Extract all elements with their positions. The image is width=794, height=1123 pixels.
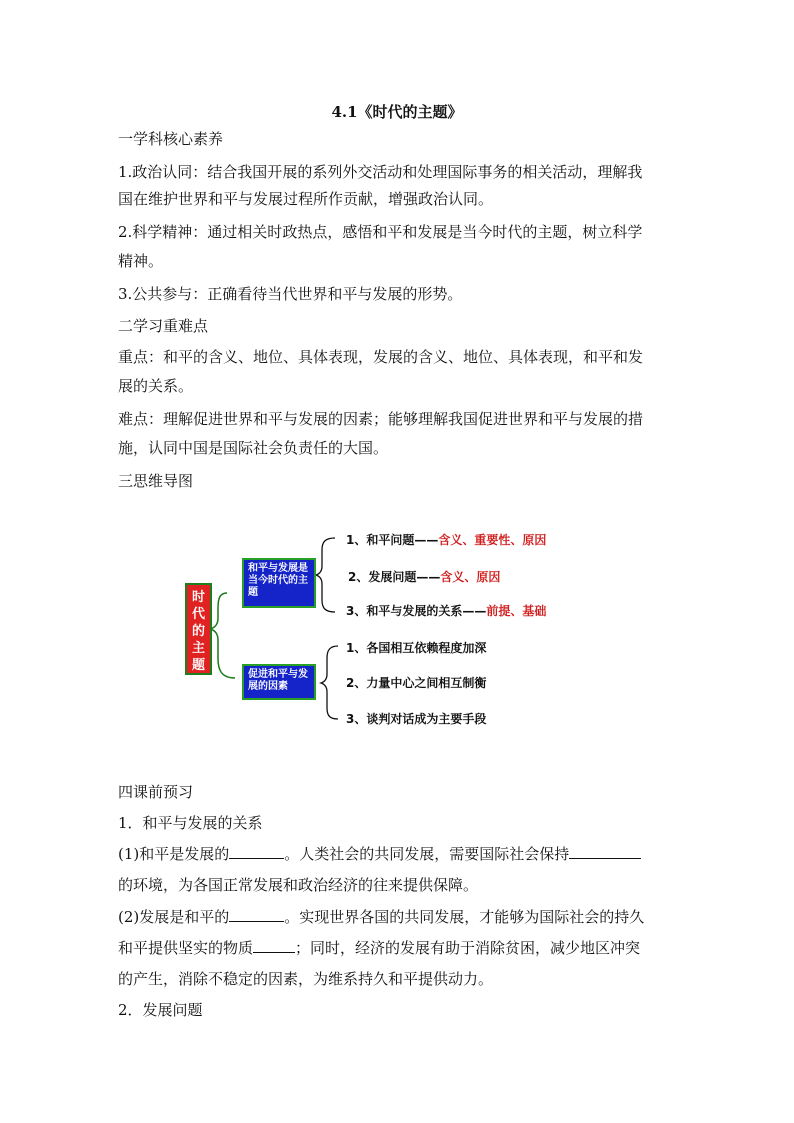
mind-map-leaf	[348, 568, 500, 585]
mind-map-branch-1-label: 和平与发展是当今时代的主题	[248, 563, 308, 598]
mind-map-leaf: 3、谈判对话成为主要手段	[346, 712, 487, 726]
section-heading: 一学科核心素养	[118, 130, 224, 148]
mind-map-leaf: 2、力量中心之间相互制衡	[346, 676, 487, 690]
text-segment: 。实现世界各国的共同发展，才能够为国际社会的持久	[284, 908, 645, 926]
mind-map-branch-1	[242, 558, 316, 608]
mind-map-root	[185, 583, 212, 675]
mind-map-leaf	[346, 602, 546, 619]
paragraph-line: 2.科学精神：通过相关时政热点，感悟和平和发展是当今时代的主题，树立科学	[118, 223, 643, 241]
paragraph-line: 1．和平与发展的关系	[118, 814, 263, 832]
leaf-text: 2、发展问题——	[348, 570, 441, 584]
leaf-highlight: 含义、重要性、原因	[438, 533, 547, 547]
paragraph-line: 2．发展问题	[118, 1001, 203, 1019]
paragraph-line: 的环境，为各国正常发展和政治经济的往来提供保障。	[118, 876, 479, 894]
paragraph-line: 难点：理解促进世界和平与发展的因素；能够理解我国促进世界和平与发展的措	[118, 410, 644, 428]
mind-map-root-label: 时代的主题	[191, 590, 205, 673]
leaf-highlight: 含义、原因	[440, 570, 501, 584]
mind-map-branch-2	[242, 664, 316, 700]
mind-map	[180, 518, 600, 733]
paragraph-line: 1.政治认同：结合我国开展的系列外交活动和处理国际事务的相关活动，理解我	[118, 163, 643, 181]
mind-map-braces	[180, 518, 600, 733]
leaf-text: 1、和平问题——	[346, 533, 439, 547]
text-segment: (2)发展是和平的	[118, 908, 230, 926]
section-heading: 四课前预习	[118, 783, 194, 801]
fill-in-line	[118, 907, 644, 927]
section-heading: 三思维导图	[118, 472, 194, 490]
mind-map-leaf: 1、各国相互依赖程度加深	[346, 641, 487, 655]
text-segment: ；同时，经济的发展有助于消除贫困，减少地区冲突	[295, 939, 641, 957]
section-heading: 二学习重难点	[118, 317, 209, 335]
answer-blank[interactable]	[253, 938, 295, 953]
paragraph-line: 的产生，消除不稳定的因素，为维系持久和平提供动力。	[118, 970, 494, 988]
mind-map-leaf	[346, 531, 546, 548]
answer-blank[interactable]	[229, 844, 284, 859]
fill-in-line	[118, 938, 640, 958]
paragraph-line: 国在维护世界和平与发展过程所作贡献，增强政治认同。	[118, 190, 494, 208]
text-segment: 和平提供坚实的物质	[118, 939, 254, 957]
text-segment: 。人类社会的共同发展，需要国际社会保持	[284, 845, 570, 863]
leaf-text: 3、和平与发展的关系——	[346, 604, 487, 618]
document-title: 4.1《时代的主题》	[331, 103, 463, 121]
paragraph-line: 重点：和平的含义、地位、具体表现，发展的含义、地位、具体表现，和平和发	[118, 348, 644, 366]
text-segment: (1)和平是发展的	[118, 845, 230, 863]
paragraph-line: 展的关系。	[118, 377, 194, 395]
answer-blank[interactable]	[569, 844, 641, 859]
paragraph-line: 施，认同中国是国际社会负责任的大国。	[118, 439, 389, 457]
mind-map-branch-2-label: 促进和平与发展的因素	[248, 669, 308, 692]
leaf-highlight: 前提、基础	[486, 604, 547, 618]
paragraph-line: 3.公共参与：正确看待当代世界和平与发展的形势。	[118, 285, 463, 303]
answer-blank[interactable]	[229, 907, 284, 922]
paragraph-line: 精神。	[118, 252, 164, 270]
fill-in-line	[118, 844, 641, 864]
